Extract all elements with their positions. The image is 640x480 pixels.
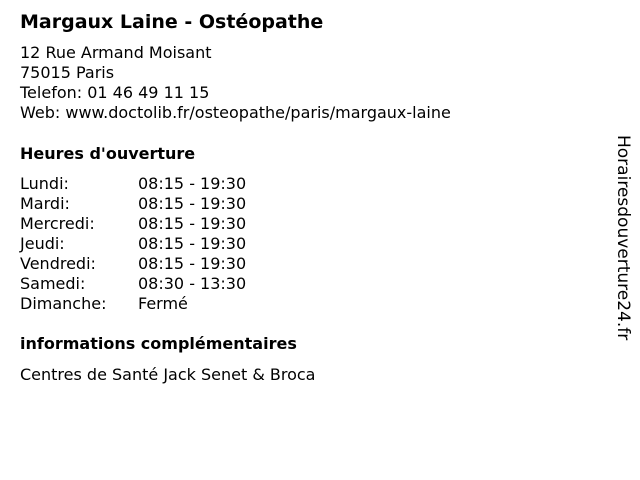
- day-hours: 08:15 - 19:30: [138, 174, 247, 193]
- day-hours: 08:15 - 19:30: [138, 194, 247, 213]
- hours-row-tuesday: [20, 194, 246, 214]
- city-postal-code: 75015 Paris: [20, 63, 115, 82]
- day-label: Samedi:: [20, 274, 86, 293]
- day-label: Lundi:: [20, 174, 69, 193]
- street-address: 12 Rue Armand Moisant: [20, 43, 212, 62]
- day-label: Mardi:: [20, 194, 70, 213]
- opening-hours-heading: Heures d'ouverture: [20, 144, 196, 163]
- hours-row-monday: [20, 174, 246, 194]
- day-label: Jeudi:: [20, 234, 65, 253]
- day-hours: Fermé: [138, 294, 188, 313]
- website-link[interactable]: Web: www.doctolib.fr/osteopathe/paris/margaux-laine: [20, 103, 451, 122]
- hours-row-thursday: [20, 234, 246, 254]
- day-label: Dimanche:: [20, 294, 107, 313]
- page-title: Margaux Laine - Ostéopathe: [20, 11, 324, 33]
- day-hours: 08:30 - 13:30: [138, 274, 247, 293]
- hours-row-sunday: [20, 294, 246, 314]
- address-block: [20, 43, 451, 123]
- phone-number: Telefon: 01 46 49 11 15: [20, 83, 210, 102]
- day-label: Vendredi:: [20, 254, 96, 273]
- day-label: Mercredi:: [20, 214, 95, 233]
- additional-info-heading: informations complémentaires: [20, 334, 297, 353]
- hours-row-wednesday: [20, 214, 246, 234]
- opening-hours-table: [20, 174, 246, 314]
- hours-row-friday: [20, 254, 246, 274]
- hours-row-saturday: [20, 274, 246, 294]
- site-watermark: Horairesdouverture24.fr: [613, 135, 633, 341]
- day-hours: 08:15 - 19:30: [138, 234, 247, 253]
- day-hours: 08:15 - 19:30: [138, 254, 247, 273]
- day-hours: 08:15 - 19:30: [138, 214, 247, 233]
- additional-info-text: Centres de Santé Jack Senet & Broca: [20, 365, 316, 384]
